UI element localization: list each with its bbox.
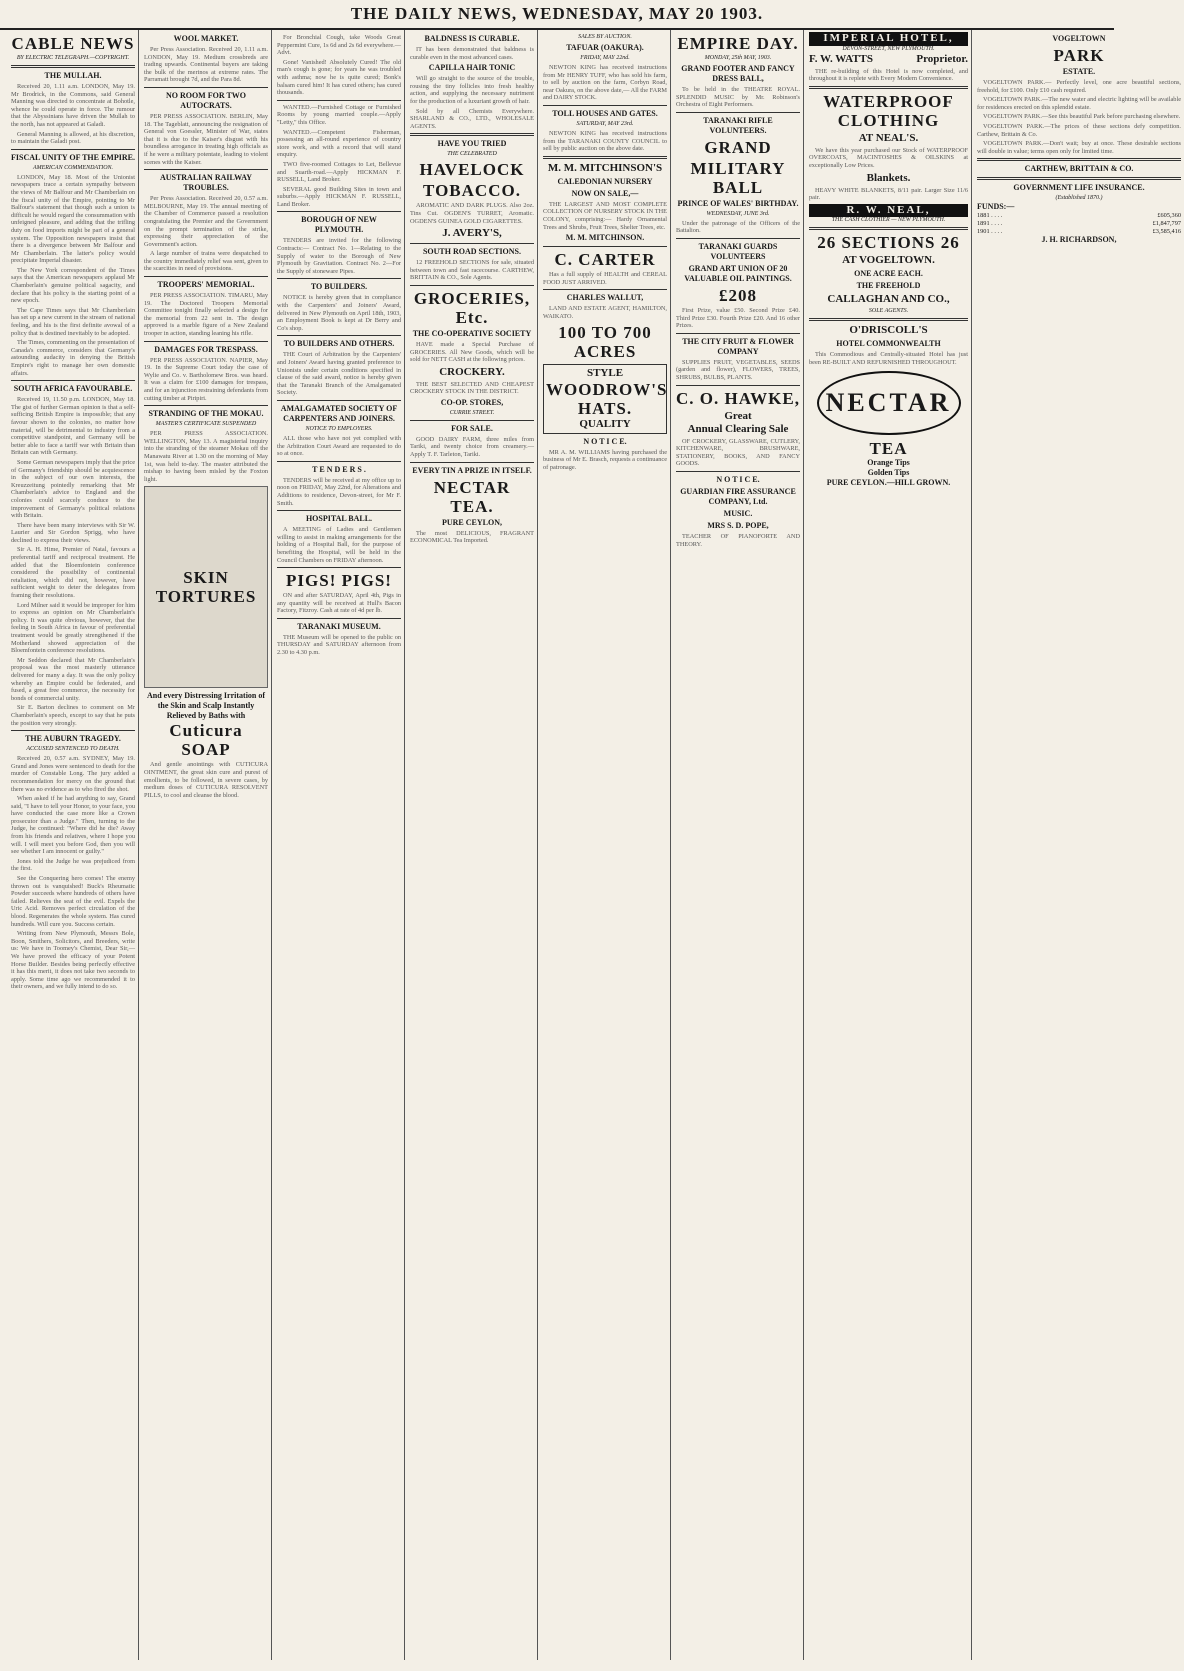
headline-to-builders: TO BUILDERS. xyxy=(310,282,368,292)
odriscolls-title: O'DRISCOLL'S xyxy=(849,324,928,337)
one-acre: ONE ACRE EACH. xyxy=(854,269,923,279)
cuticura-caption: And every Distressing Irritation of the Skin and Scalp Instantly Relieved by Baths with xyxy=(146,691,266,721)
sections-title: 26 SECTIONS 26 xyxy=(817,233,960,253)
headline-amalgamated: AMALGAMATED SOCIETY OF CARPENTERS AND JOINERS. xyxy=(280,403,398,423)
copyright-line: BY ELECTRIC TELEGRAPH.—COPYRIGHT. xyxy=(16,55,130,61)
headline-wool-market: WOOL MARKET. xyxy=(173,34,239,43)
cable-news-title: CABLE NEWS xyxy=(11,34,135,53)
headline-railway: AUSTRALIAN RAILWAY TROUBLES. xyxy=(159,173,253,193)
headline-capilla: CAPILLA HAIR TONIC xyxy=(428,63,516,73)
grand-title: GRAND xyxy=(704,137,772,157)
music-title: MUSIC. xyxy=(723,508,753,518)
prize-208: £208 xyxy=(719,285,757,305)
headline-fiscal-unity: FISCAL UNITY OF THE EMPIRE. xyxy=(11,152,135,162)
carter-title: C. CARTER xyxy=(554,250,656,270)
now-on-sale: NOW ON SALE,— xyxy=(571,188,639,198)
column-6: EMPIRE DAY. MONDAY, 25th MAY, 1903. GRAND FOOTER AND FANCY DRESS BALL, To be held in the THEATRE ROYAL. SPLENDID MUSIC by Mr. Robinson's Orchestra of Eight Performers. TARANAKI RIFLE VOLUNTEERS. GRAND MILITARY BALL PRINCE OF WALES' BIRTHDAY. WEDNESDAY, JUNE 3rd. Under the patronage of the Officers of the Battalion. TARANAKI GUARDS VOLUNTEERS GRAND ART UNION OF 20 VALUABLE OIL PAINTINGS. £208 First Prize, value £50. Second Prize £40. Third Prize £30. Fourth Prize £20. And 16 other Prizes. THE CITY FRUIT & FLOWER COMPANY SUPPLIES FRUIT, VEGETABLES, SEEDS (garden and flower), FLOWERS, TREES, SHRUBS, BULBS, PLANTS. C. O. HAWKE, Great Annual Clearing Sale OF CROCKERY, GLASSWARE, CUTLERY, KITCHENWARE, BRUSHWARE, STATIONERY, BOOKS, AND FANCY GOODS. N O T I C E. GUARDIAN FIRE ASSURANCE COMPANY, Ltd. MUSIC. MRS S. D. POPE, TEACHER OF PIANOFORTE AND THEORY. xyxy=(673,30,804,1660)
proprietor: Proprietor. xyxy=(916,52,968,65)
cuticura-brand: Cuticura SOAP xyxy=(169,721,243,760)
military-ball-title: MILITARY BALL xyxy=(690,158,786,197)
mitchinson-title: M. M. MITCHINSON'S xyxy=(547,161,663,174)
headline-trespass: DAMAGES FOR TRESPASS. xyxy=(154,344,258,354)
nectar-tea-logo: NECTAR xyxy=(817,371,961,435)
waterproof-title: WATERPROOF CLOTHING xyxy=(823,91,954,130)
column-2: WOOL MARKET. Per Press Association. Received 20, 1.11 a.m. LONDON, May 19. Medium crossbreds are trading upwards. Continental buyers are taking the bulk of the merinos at extreme rates. The Parramatt brought 7d, and the Para 8d. NO ROOM FOR TWO AUTOCRATS. PER PRESS ASSOCIATION. BERLIN, May 18. The Tageblatt, announcing the resignation of General von Goessler, Minister of War, states that it is due to the Kaiser's disgust with his boundless arrogance in treating high officials as if he were a military potentate, leading to violent scenes with the Kaiser. AUSTRALIAN RAILWAY TROUBLES. Per Press Association. Received 20, 0.57 a.m. MELBOURNE, May 19. The annual meeting of the Chamber of Commerce passed a resolution congratulating the Premier and the Government on the prompt termination of the strike, expressing their appreciation of the Government's action. A large number of trains were despatched to the country immediately relief was sent, given to the scarcities in need of provisions. TROOPERS' MEMORIAL. PER PRESS ASSOCIATION. TIMARU, May 19. The Doctored Troopers Memorial Committee tonight finally selected a design for the memorial from 22 sent in. The design approved is a marble figure of a New Zealand trooper in action, standing leaning his rifle. DAMAGES FOR TRESPASS. PER PRESS ASSOCIATION. NAPIER, May 19. In the Supreme Court today the case of Wylie and Co. v. Bartholomew Bros. was heard. It was a claim for £100 damages for trespass, and for an injunction restraining defendants from cutting timber at Piripiri. STRANDING OF THE MOKAU. MASTER'S CERTIFICATE SUSPENDED PER PRESS ASSOCIATION. WELLINGTON, May 13. A magisterial inquiry into the stranding of the steamer Mokau off the Manawatu River at 1.30 on the morning of May 1st, was held to-day. The master attributed the mishap to having been misled by the Foxton light. SKIN TORTURES And every Distressing Irritation of the Skin and Scalp Instantly Relieved by Baths with Cuticura SOAP And gentle anointings with CUTICURA OINTMENT, the great skin cure and purest of emollients, to be followed, in severe cases, by medium doses of CUTICURA RESOLVENT PILLS, to cool and cleanse the blood. xyxy=(141,30,272,1660)
guards-volunteers: TARANAKI GUARDS VOLUNTEERS xyxy=(698,241,778,261)
funds-row: 1901 . . . . £3,585,416 xyxy=(977,227,1181,235)
masthead: THE DAILY NEWS, WEDNESDAY, MAY 20 1903. xyxy=(0,0,1114,30)
headline-south-road: SOUTH ROAD SECTIONS. xyxy=(422,247,522,257)
notice-title-6: N O T I C E. xyxy=(716,474,760,484)
coop-stores: CO-OP. STORES, xyxy=(440,397,504,407)
notice-title: N O T I C E. xyxy=(583,436,627,446)
acres-title: 100 TO 700 ACRES xyxy=(558,322,652,361)
headline-troopers: TROOPERS' MEMORIAL. xyxy=(157,280,255,290)
nectar-title: NECTAR TEA. xyxy=(433,477,511,516)
headline-tenders: T E N D E R S . xyxy=(312,464,366,474)
newspaper-page xyxy=(8,30,1181,1660)
column-1: CABLE NEWS BY ELECTRIC TELEGRAPH.—COPYRIGHT. THE MULLAH. Received 20, 1.11 a.m. LONDON, May 19. Mr Brodrick, in the Commons, said General Manning was directed to concentrate at Bohotle, whence he could operate in force. The rumour that the Abyssinians have driven the Mullah to the north, has not appeared at Galadi. General Manning is allowed, at his discretion, to maintain the Galadi post. FISCAL UNITY OF THE EMPIRE. AMERICAN COMMENDATION. LONDON, May 18. Most of the Unionist newspapers trace a certain sympathy between the views of Mr Balfour and Mr Chamberlain on the fiscal unity of the Empire, pointing to Mr Balfour's statement that though such a union is difficult he would regard the consummation with unfeigned pleasure, and adding that the trifling duty on food imports might be part of a general system. The Opposition newspapers insist that there is a divergence between Mr Balfour and Mr Chamberlain. The latter's policy would precipitate Imperial disaster. The New York correspondent of the Times says that the American newspapers applaud Mr Chamberlain's genuine political sagacity, and declare that his policy is the starting point of a new epoch. The Cape Times says that Mr Chamberlain has set up a new current in the stream of national feeling, and his is the first definite avowal of a policy that is destined inevitably to be adopted. The Times, commenting on the presentation of Canada's commerce, considers that Germany's astounding audacity in denying the British Empire's right to manage her own domestic affairs. SOUTH AFRICA FAVOURABLE. Received 19, 11.50 p.m. LONDON, May 18. The gist of further German opinion is that a self-sufficing British Empire is impossible; that any favour shown to the colonies, no matter how material, will be detrimental to industry from a competitive standpoint, and Germany will be better able to face a tariff war with Britain than Britain can with Germany. Some German newspapers imply that the price of Germany's friendship should be acquiescence in the subject of our own interests, the Kreuzzeitung pointedly remarking that Mr Chamberlain's advice to England and the colonies could scarcely conduce to the improvement of Germany's political relations with Britain. There have been many interviews with Sir W. Laurier and Sir Gordon Sprigg, who have declined to express their views. Sir A. H. Hime, Premier of Natal, favours a preferential tariff and reciprocal treatment. He added that the Bloemfontein conference considered the possibility of continental retaliation, which did not, however, have sufficient weight to deter the delegates from framing their resolutions. Lord Milner said it would be improper for him to express an opinion on Mr Chamberlain's policy. It was quite obvious, however, that the feeling in South Africa in favour of preferential treatment would be greatly strengthened if the Motherland showed appreciation of the Bloemfontein conference resolutions. Mr Seddon declared that Mr Chamberlain's proposal was the most masterly utterance delivered for many a day. It was the only policy whereby an Empire could be federated, and fused, a great free commerce, the necessity for bonds of commercial unity. Sir E. Barton declines to comment on Mr Chamberlain's speech, except to say that he puts the position very strongly. THE AUBURN TRAGEDY. ACCUSED SENTENCED TO DEATH. Received 20, 0.57 a.m. SYDNEY, May 19. Grand and Jones were sentenced to death for the murder of Constable Long. The jury added a recommendation for mercy on the ground that there was no evidence as to who fired the shot. When asked if he had anything to say, Grand said, "I have to tell your Honor, to your face, you have conducted the case more like a Crown prosecutor than a Judge." Then, turning to the Judge, he continued: "Where did he die? Away from his friends and relatives, where I hope you will. I will meet you before God, then you will see whether I am innocent or guilty." Jones told the Judge he was prejudiced from the first. See the Conquering hero comes! The enemy thrown out is vanquished! Buck's Rheumatic Powder succeeds where hundreds of others have failed. Relieves the seat of the evil. Expels the Uric Acid. Removes perfect circulation of the blood. Regenerates the whole system. Has cured hundreds. Will cure you. Success certain. Writing from New Plymouth, Messrs Bole, Boon, Smithers, Solicitors, and Breeders, write us: We have in Toomey's Chemist, Dear Sir,—We have proved the efficacy of your Potent Horse Builder. Besides being perfectly effective it has this merit, it does not take two seconds to apply. Some time ago we recommended it to their owners, and we fully intend to do so. xyxy=(8,30,139,1660)
freehold: THE FREEHOLD xyxy=(856,281,921,291)
hawke-title: C. O. HAWKE, xyxy=(676,388,800,408)
empire-day-title: EMPIRE DAY. xyxy=(677,34,799,53)
headline-prize: EVERY TIN A PRIZE IN ITSELF. xyxy=(412,465,532,475)
funds-row: 1891 . . . . £1,847,797 xyxy=(977,219,1181,227)
cuticura-ad-image: SKIN TORTURES xyxy=(144,486,268,688)
headline-tafuar: TAFUAR (OAKURA). xyxy=(566,43,644,52)
headline-mokau: STRANDING OF THE MOKAU. xyxy=(148,409,264,419)
neals-title: AT NEAL'S. xyxy=(858,131,919,144)
park-title: PARK xyxy=(1053,46,1105,65)
vogeltown-label: VOGELTOWN xyxy=(1052,34,1106,43)
headline-autocrats: NO ROOM FOR TWO AUTOCRATS. xyxy=(165,90,247,110)
column-8: VOGELTOWN PARK ESTATE. VOGELTOWN PARK.— Perfectly level, one acre beautiful sections, freehold, for £100. Only £10 cash required. VOGELTOWN PARK.—The new water and electric lighting will be available for residences erected on this splendid estate. VOGELTOWN PARK.—See this beautiful Park before purchasing elsewhere. VOGELTOWN PARK.—The prices of these sections defy competition. Carthew, Brittain & Co. VOGELTOWN PARK.—Don't wait; buy at once. These desirable sections will double in value; terms open only for limited time. CARTHEW, BRITTAIN & CO. GOVERNMENT LIFE INSURANCE. (Established 1870.) FUNDS:— 1881 . . . . £605,360 1891 . . . . £1,847,797 1901 . . . . £3,585,416 J. H. RICHARDSON, xyxy=(977,34,1181,245)
callaghan-title: CALLAGHAN AND CO., xyxy=(827,293,950,306)
headline-pigs: PIGS! PIGS! xyxy=(286,571,392,591)
vogeltown-title: AT VOGELTOWN. xyxy=(842,254,935,267)
hotel-commonwealth: HOTEL COMMONWEALTH xyxy=(836,339,941,349)
headline-have-you-tried: HAVE YOU TRIED xyxy=(437,139,507,149)
woodrows-ad: STYLE WOODROW'S HATS. QUALITY xyxy=(543,364,667,434)
art-union: GRAND ART UNION OF 20 VALUABLE OIL PAINTINGS. xyxy=(684,263,792,283)
wallut-title: CHARLES WALLUT, xyxy=(566,293,644,303)
rifle-volunteers: TARANAKI RIFLE VOLUNTEERS. xyxy=(703,115,773,135)
pure-ceylon-hill: PURE CEYLON.—HILL GROWN. xyxy=(826,477,951,487)
headline-toll-houses: TOLL HOUSES AND GATES. xyxy=(552,108,658,118)
headline-baldness: BALDNESS IS CURABLE. xyxy=(424,34,520,43)
pure-ceylon: PURE CEYLON, xyxy=(441,517,502,527)
gov-insurance: GOVERNMENT LIFE INSURANCE. xyxy=(1013,183,1145,193)
pope-title: MRS S. D. POPE, xyxy=(707,520,769,530)
prince-birthday: PRINCE OF WALES' BIRTHDAY. xyxy=(677,198,799,208)
blankets-title: Blankets. xyxy=(866,171,911,184)
headline-borough: BOROUGH OF NEW PLYMOUTH. xyxy=(301,215,377,235)
city-fruit: THE CITY FRUIT & FLOWER COMPANY xyxy=(682,336,794,356)
rw-neal-bar: R. W. NEAL, xyxy=(809,204,968,218)
headline-for-sale: FOR SALE. xyxy=(451,423,493,433)
headline-auburn: THE AUBURN TRAGEDY. xyxy=(25,734,121,744)
sales-by-auction: SALES BY AUCTION. xyxy=(578,34,632,40)
column-4: BALDNESS IS CURABLE. IT has been demonstrated that baldness is curable even in the most advanced cases. CAPILLA HAIR TONIC Will go straight to the source of the trouble, rousing the tiny follicles into fresh healthy action, and supplying the necessary nutriment for the production of a luxuriant growth of hair. Sold by all Chemists Everywhere. SHARLAND & CO., LTD., WHOLESALE AGENTS. HAVE YOU TRIED THE CELEBRATED HAVELOCK TOBACCO. AROMATIC AND DARK PLUGS. Also 2oz. Tins Cut. OGDEN'S TURRET, Aromatic. OGDEN'S GUINEA GOLD CIGARETTES. J. AVERY'S, SOUTH ROAD SECTIONS. 12 FREEHOLD SECTIONS for sale, situated between town and fast racecourse. CARTHEW, BRITTAIN & CO., Sole Agents. GROCERIES, Etc. THE CO-OPERATIVE SOCIETY HAVE made a Special Purchase of GROCERIES. All New Goods, which will be sold for NETT CASH at the following prices. CROCKERY. THE BEST SELECTED AND CHEAPEST CROCKERY STOCK IN THE DISTRICT. CO-OP. STORES, CURRIE STREET. FOR SALE. GOOD DAIRY FARM, three miles from Tariki, and twenty choice from creamery.—Apply T. F. Tarleton, Tariki. EVERY TIN A PRIZE IN ITSELF. NECTAR TEA. PURE CEYLON, The most DELICIOUS, FRAGRANT ECONOMICAL Tea Imported. xyxy=(407,30,538,1660)
watts-name: F. W. WATTS xyxy=(809,52,874,65)
guardian-fire: GUARDIAN FIRE ASSURANCE COMPANY, Ltd. xyxy=(680,486,796,506)
column-3: For Bronchial Cough, take Woods Great Peppermint Cure, 1s 6d and 2s 6d everywhere.—Advt. Gone! Vanished! Absolutely Cured! The old man's cough is gone; for years he was troubled with asthma; now he is quite cured; Bonk's balsam cured him! It has cured others; has cured thousands. WANTED.—Furnished Cottage or Furnished Rooms by young married couple.—Apply "Letty," this Office. WANTED.—Competent Fisherman, possessing an all-round experience of country store work, and with a record that will stand enquiry. TWO five-roomed Cottages to Let, Bellevue and Suarth-road.—Apply HICKMAN F. RUSSELL, Land Broker. SEVERAL good Building Sites in town and suburbs.—Apply HICKMAN F. RUSSELL, Land Broker. BOROUGH OF NEW PLYMOUTH. TENDERS are invited for the following Contracts:— Contract No. 1—Relating to the Supply of water to the Borough of New Plymouth by Gravitation. Contract No. 2—For the Supply of stoneware Pipes. TO BUILDERS. NOTICE is hereby given that in compliance with the Carpenters' and Joiners' Award, delivered in New Plymouth on April 18th, 1903, an Employment Book is kept at Dr Berry and Co's shop. TO BUILDERS AND OTHERS. THE Court of Arbitration by the Carpenters' and Joiners' Award having granted preference to Unionists under certain conditions specified in clause of the said award, notice is hereby given that the Taranaki Branch of the Amalgamated Society. AMALGAMATED SOCIETY OF CARPENTERS AND JOINERS. NOTICE TO EMPLOYERS. ALL those who have not yet complied with the Arbitration Court Award are requested to do so at once. T E N D E R S . TENDERS will be received at my office up to noon on FRIDAY, May 22nd, for Alterations and Additions to residence, Devon-street, for Mr F. Smith. HOSPITAL BALL. A MEETING of Ladies and Gentlemen willing to assist in making arrangements for the holding of a Hospital Ball, for the purpose of benefiting the Hospital, will be held in the Council Chambers on FRIDAY afternoon. PIGS! PIGS! ON and after SATURDAY, April 4th, Pigs in any quantity will be received at Hull's Bacon Factory, Fitzroy. Cash at rate of 4d per lb. TARANAKI MUSEUM. THE Museum will be opened to the public on THURSDAY and SATURDAY afternoon from 2.30 to 4.30 p.m. xyxy=(274,30,405,1660)
tobacco-title: TOBACCO. xyxy=(423,181,521,201)
funds-row: 1881 . . . . £605,360 xyxy=(977,212,1181,220)
averys-title: J. AVERY'S, xyxy=(442,227,502,240)
caledonian-nursery: CALEDONIAN NURSERY xyxy=(557,176,653,186)
coop-society: THE CO-OPERATIVE SOCIETY xyxy=(412,328,532,338)
headline-builders-others: TO BUILDERS AND OTHERS. xyxy=(283,339,395,349)
headline-mullah: THE MULLAH. xyxy=(44,71,102,80)
mmm-sign: M. M. MITCHINSON. xyxy=(565,233,645,243)
fancy-dress-ball: GRAND FOOTER AND FANCY DRESS BALL, xyxy=(681,64,795,83)
headline-hospital-ball: HOSPITAL BALL. xyxy=(305,514,373,524)
column-5: SALES BY AUCTION. TAFUAR (OAKURA). FRIDAY, MAY 22nd. NEWTON KING has received instructions from Mr HENRY TUFF, who has sold his farm, to sell by auction on the farm, Corbyn Road, near Oakura, on the above date,— All the FARM and DAIRY STOCK. TOLL HOUSES AND GATES. SATURDAY, MAY 23rd. NEWTON KING has received instructions from the TARANAKI COUNTY COUNCIL to sell by public auction on the above date. M. M. MITCHINSON'S CALEDONIAN NURSERY NOW ON SALE,— THE LARGEST AND MOST COMPLETE COLLECTION OF NURSERY STOCK IN THE COLONY, comprising:— Hardy Ornamental Trees and Shrubs, Fruit Trees, Shelter Trees, etc. M. M. MITCHINSON. C. CARTER Has a full supply of HEALTH and CEREAL FOOD JUST ARRIVED. CHARLES WALLUT, LAND AND ESTATE AGENT, HAMILTON, WAIKATO. 100 TO 700 ACRES STYLE WOODROW'S HATS. QUALITY N O T I C E. MR A. M. WILLIAMS having purchased the business of Mr E. Brasch, requests a continuance of patronage. xyxy=(540,30,671,1660)
column-7: IMPERIAL HOTEL, DEVON-STREET, NEW PLYMOUTH. F. W. WATTS Proprietor. THE re-building of this Hotel is now completed, and throughout it is replete with Every Modern Convenience. WATERPROOF CLOTHING AT NEAL'S. We have this year purchased our Stock of WATERPROOF OVERCOATS, MACINTOSHES & OILSKINS at exceptionally Low Prices. Blankets. HEAVY WHITE BLANKETS, 8/11 pair. Larger Size 11/6 pair. R. W. NEAL, THE CASH CLOTHIER — NEW PLYMOUTH. 26 SECTIONS 26 AT VOGELTOWN. ONE ACRE EACH. THE FREEHOLD CALLAGHAN AND CO., SOLE AGENTS. O'DRISCOLL'S HOTEL COMMONWEALTH This Commodious and Centrally-situated Hotel has just been RE-BUILT AND REFURNISHED THROUGHOUT. NECTAR TEA Orange Tips Golden Tips PURE CEYLON.—HILL GROWN. xyxy=(806,30,972,1660)
groceries-title: GROCERIES, Etc. xyxy=(413,288,531,327)
crockery-title: CROCKERY. xyxy=(439,365,505,378)
carthew-title: CARTHEW, BRITTAIN & CO. xyxy=(1024,164,1134,174)
annual-sale: Annual Clearing Sale xyxy=(687,422,789,435)
havelock-title: HAVELOCK xyxy=(419,160,525,180)
headline-museum: TARANAKI MUSEUM. xyxy=(297,621,381,631)
imperial-hotel-bar: IMPERIAL HOTEL, xyxy=(809,32,968,46)
headline-south-africa: SOUTH AFRICA FAVOURABLE. xyxy=(13,384,133,394)
